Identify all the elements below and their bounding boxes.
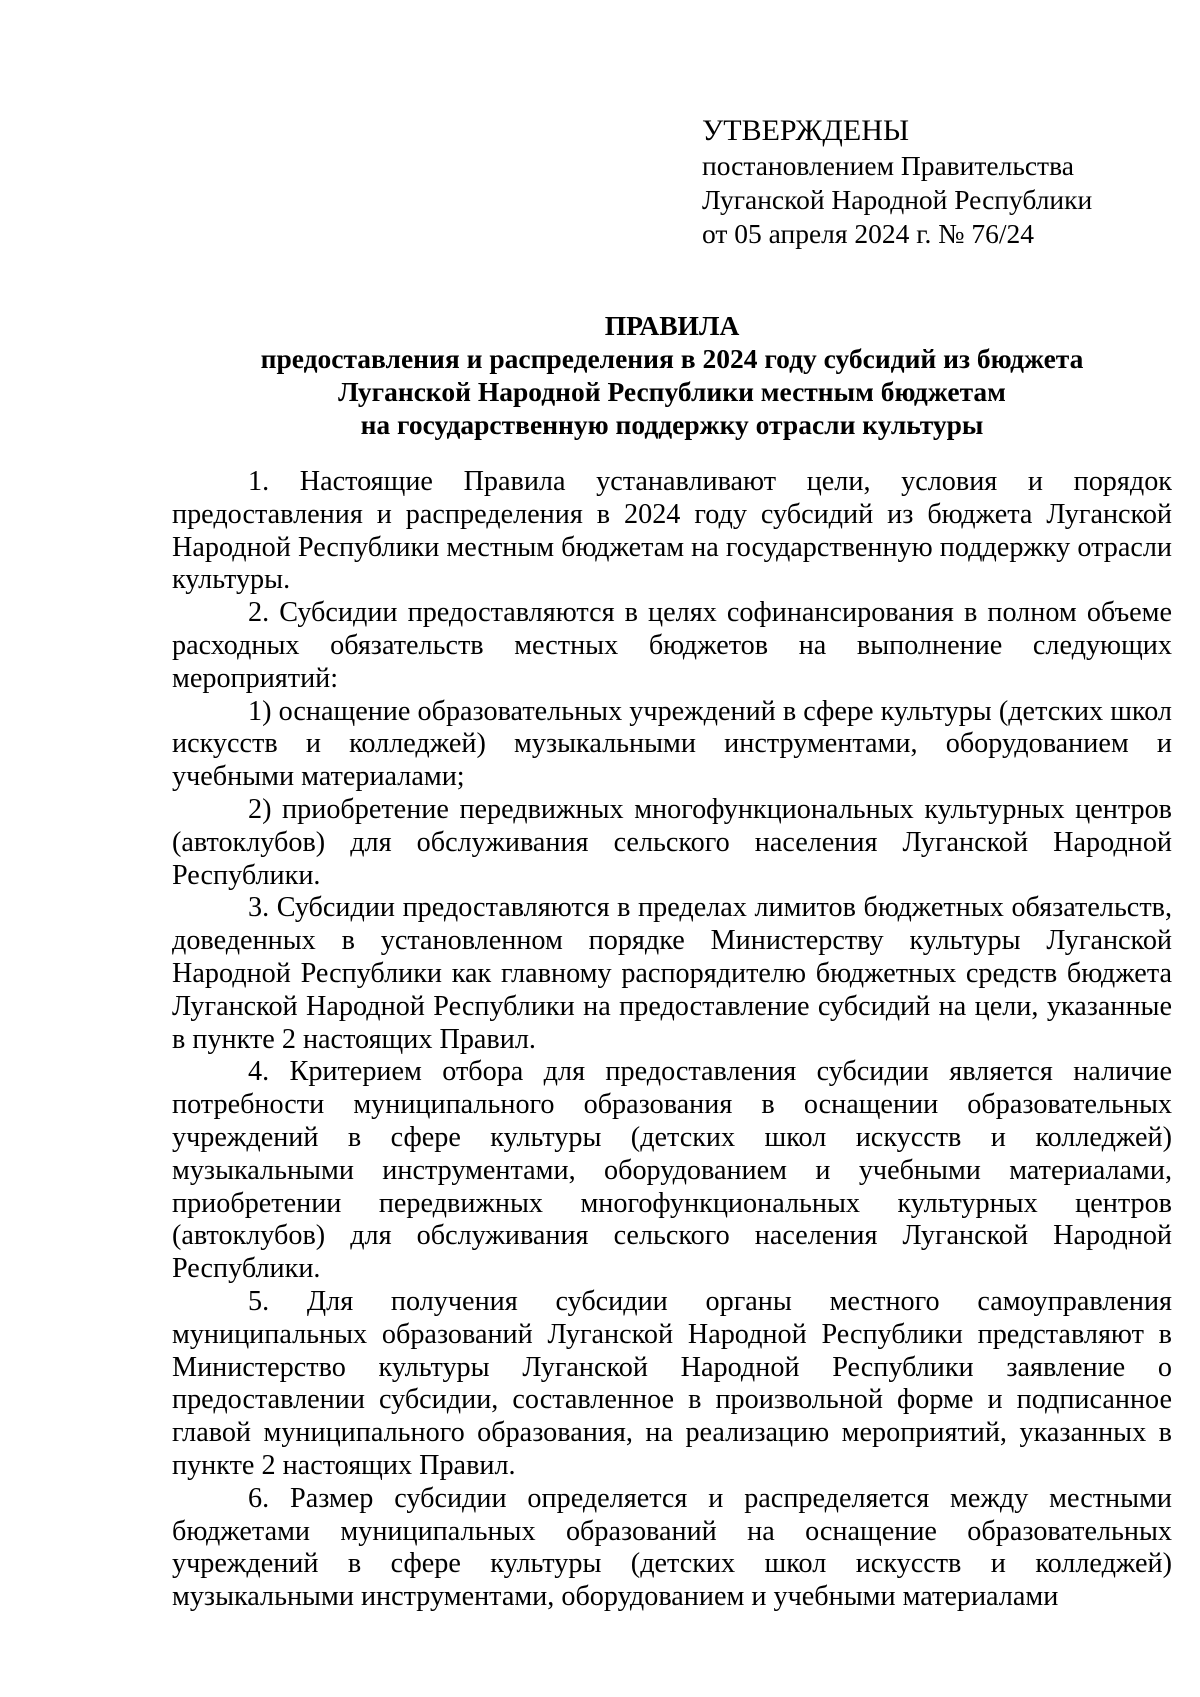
document-subtitle-line-2: Луганской Народной Республики местным бюджетам [338,376,1006,407]
paragraph-2-item-2: 2) приобретение передвижных многофункциональных культурных центров (автоклубов) для обслуживания сельского населения Луганской Народной Республики. [172,793,1172,891]
approval-stamp-block [702,113,1142,251]
approval-line-2: Луганской Народной Республики [702,184,1093,215]
document-heading [172,309,1172,441]
paragraph-5: 5. Для получения субсидии органы местного самоуправления муниципальных образований Луганской Народной Республики представляют в Министерство культуры Луганской Народной Республики заявление о предоставлении субсидии, составленное в произвольной форме и подписанное главой муниципального образования, на реализацию мероприятий, указанных в пункте 2 настоящих Правил. [172,1285,1172,1481]
paragraph-3: 3. Субсидии предоставляются в пределах лимитов бюджетных обязательств, доведенных в установленном порядке Министерству культуры Луганской Народной Республики как главному распорядителю бюджетных средств бюджета Луганской Народной Республики на предоставление субсидий на цели, указанные в пункте 2 настоящих Правил. [172,892,1172,1055]
approval-title: УТВЕРЖДЕНЫ [702,114,910,147]
document-title: ПРАВИЛА [604,310,740,341]
paragraph-4: 4. Критерием отбора для предоставления субсидии является наличие потребности муниципального образования в оснащении образовательных учреждений в сфере культуры (детских школ искусств и колледжей) музыкальными инструментами, оборудованием и учебными материалами, приобретении передвижных многофункциональных культурных центров (автоклубов) для обслуживания сельского населения Луганской Народной Республики. [172,1056,1172,1285]
document-body [172,466,1172,1614]
paragraph-2: 2. Субсидии предоставляются в целях софинансирования в полном объеме расходных обязательств местных бюджетов на выполнение следующих мероприятий: [172,597,1172,694]
paragraph-2-item-1: 1) оснащение образовательных учреждений в сфере культуры (детских школ искусств и колледжей) музыкальными инструментами, оборудованием и учебными материалами; [172,695,1172,793]
paragraph-6: 6. Размер субсидии определяется и распределяется между местными бюджетами муниципальных образований на оснащение образовательных учреждений в сфере культуры (детских школ искусств и колледжей) музыкальными инструментами, оборудованием и учебными материалами [172,1482,1172,1613]
document-subtitle-line-1: предоставления и распределения в 2024 году субсидий из бюджета [260,343,1084,374]
approval-line-3: от 05 апреля 2024 г. № 76/24 [702,218,1034,249]
approval-line-1: постановлением Правительства [702,150,1074,181]
document-subtitle-line-3: на государственную поддержку отрасли культуры [360,409,984,440]
paragraph-1: 1. Настоящие Правила устанавливают цели, условия и порядок предоставления и распределения в 2024 году субсидий из бюджета Луганской Народной Республики местным бюджетам на государственную поддержку отрасли культуры. [172,466,1172,596]
